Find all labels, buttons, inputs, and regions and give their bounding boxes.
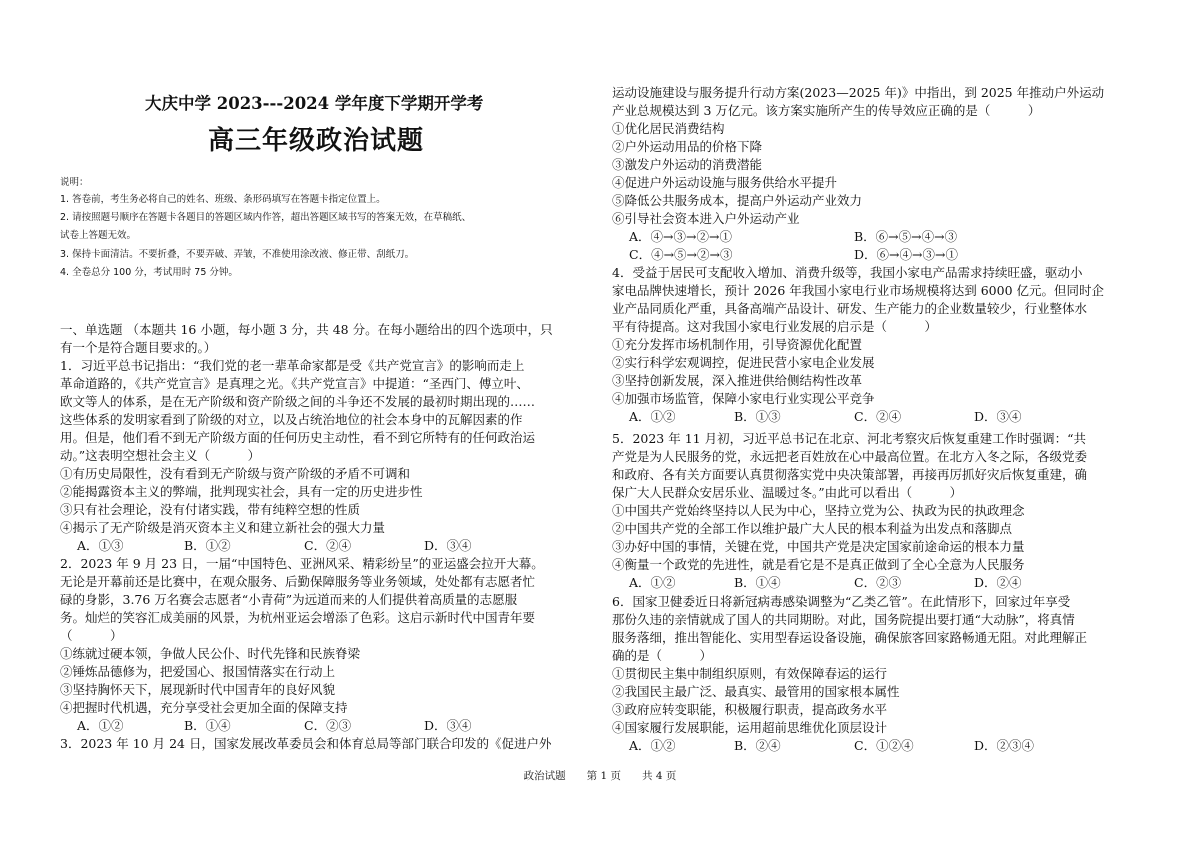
q6-stem: 服务落细，推出智能化、实用型春运设备设施，确保旅客回家路畅通无阻。对此理解正 [612, 630, 1088, 645]
q1-stem: 欧文等人的体系，是在无产阶级和资产阶级之间的斗争还不发展的最初时期出现的…… [60, 394, 536, 409]
instruction-2: 2. 请按照题号顺序在答题卡各题目的答题区域内作答，超出答题区域书写的答案无效，在草稿纸、 [60, 212, 472, 223]
q2-statement: ①练就过硬本领，争做人民公仆、时代先锋和民族脊梁 [60, 646, 361, 661]
exam-title: 高三年级政治试题 [208, 126, 425, 156]
q3-statement: ⑥引导社会资本进入户外运动产业 [612, 211, 800, 226]
q4-stem: 4．受益于居民可支配收入增加、消费升级等，我国小家电产品需求持续旺盛，驱动小 [612, 265, 1083, 280]
option-d: D．③④ [424, 718, 472, 733]
option-d: D．②④ [974, 575, 1022, 590]
q1-statement: ②能揭露资本主义的弊端，批判现实社会，具有一定的历史进步性 [60, 484, 423, 499]
option-b: B．①② [184, 538, 231, 553]
section-heading: 一、单选题 （本题共 16 小题，每小题 3 分，共 48 分。在每小题给出的四个选项中，只 [60, 322, 553, 337]
option-c: C．①②④ [854, 738, 914, 753]
option-b: B．②④ [734, 738, 781, 753]
option-d: D．②③④ [974, 738, 1035, 753]
option-a: A．①③ [77, 538, 124, 553]
q5-statement: ③办好中国的事情，关键在党，中国共产党是决定国家前途命运的根本力量 [612, 539, 1025, 554]
q4-statement: ③坚持创新发展，深入推进供给侧结构性改革 [612, 373, 863, 388]
q3-statement: ②户外运动用品的价格下降 [612, 139, 763, 154]
q6-statement: ①贯彻民主集中制组织原则，有效保障春运的运行 [612, 666, 888, 681]
q2-statement: ③坚持胸怀天下，展现新时代中国青年的良好风貌 [60, 682, 336, 697]
option-c: C．④→⑤→②→③ [629, 247, 733, 262]
q2-stem: （ ） [60, 628, 123, 643]
q2-stem: 无论是开幕前还是比赛中，在观众服务、后勤保障服务等业务领域，处处都有志愿者忙 [60, 574, 536, 589]
q2-stem: 碌的身影，3.76 万名赛会志愿者“小青荷”为远道而来的人们提供着高质量的志愿服 [60, 592, 518, 607]
option-a: A．①② [629, 575, 676, 590]
option-d: D．③④ [974, 409, 1022, 424]
q2-statement: ②锤炼品德修为，把爱国心、报国情落实在行动上 [60, 664, 336, 679]
option-c: C．②④ [304, 538, 352, 553]
q1-stem: 1．习近平总书记指出：“我们党的老一辈革命家都是受《共产党宣言》的影响而走上 [60, 358, 525, 373]
instruction-4: 4. 全卷总分 100 分，考试用时 75 分钟。 [60, 267, 238, 278]
q2-stem: 2．2023 年 9 月 23 日，一届“中国特色、亚洲风采、精彩纷呈”的亚运盛会拉开大幕。 [60, 556, 544, 571]
q1-stem: 这些体系的发明家看到了阶级的对立，以及占统治地位的社会本身中的瓦解因素的作 [60, 412, 523, 427]
q3-stem: 产业总规模达到 3 万亿元。该方案实施所产生的传导效应正确的是（ ） [612, 103, 1041, 118]
section-heading-cont: 有一个是符合题目要求的。） [60, 340, 217, 355]
option-d: D．③④ [424, 538, 472, 553]
q6-stem: 确的是（ ） [612, 648, 713, 663]
q3-statement: ③激发户外运动的消费潜能 [612, 157, 763, 172]
q6-statement: ④国家履行发展职能，运用超前思维优化顶层设计 [612, 720, 888, 735]
q3-statement: ①优化居民消费结构 [612, 121, 725, 136]
q1-statement: ③只有社会理论，没有付诸实践，带有纯粹空想的性质 [60, 502, 361, 517]
q1-statement: ④揭示了无产阶级是消灭资本主义和建立新社会的强大力量 [60, 520, 386, 535]
option-a: A．④→③→②→① [629, 229, 732, 244]
option-a: A．①② [629, 738, 676, 753]
instructions-heading: 说明： [60, 177, 89, 188]
q6-stem: 6．国家卫健委近日将新冠病毒感染调整为“乙类乙管”。在此情形下，回家过年享受 [612, 594, 1071, 609]
q4-stem: 平有待提高。这对我国小家电行业发展的启示是（ ） [612, 319, 938, 334]
q1-statement: ①有历史局限性，没有看到无产阶级与资产阶级的矛盾不可调和 [60, 466, 411, 481]
q6-statement: ③政府应转变职能，积极履行职责，提高政务水平 [612, 702, 888, 717]
option-c: C．②④ [854, 409, 902, 424]
option-b: B．⑥→⑤→④→③ [854, 229, 958, 244]
q4-statement: ④加强市场监管，保障小家电行业实现公平竞争 [612, 391, 875, 406]
q2-statement: ④把握时代机遇，充分享受社会更加全面的保障支持 [60, 700, 348, 715]
q4-stem: 业产品同质化严重，具备高端产品设计、研发、生产能力的企业数量较少，行业整体水 [612, 301, 1088, 316]
page-footer: 政治试题 第 1 页 共 4 页 [523, 770, 677, 782]
q5-statement: ①中国共产党始终坚持以人民为中心，坚持立党为公、执政为民的执政理念 [612, 503, 1025, 518]
q3-stem: 运动设施建设与服务提升行动方案(2023—2025 年)》中指出，到 2025 年推动户外运动 [612, 85, 1105, 100]
q6-statement: ②我国民主最广泛、最真实、最管用的国家根本属性 [612, 684, 900, 699]
instruction-2-cont: 试卷上答题无效。 [60, 230, 137, 241]
q4-statement: ①充分发挥市场机制作用，引导资源优化配置 [612, 337, 863, 352]
q4-statement: ②实行科学宏观调控，促进民营小家电企业发展 [612, 355, 875, 370]
instruction-3: 3. 保持卡面清洁。不要折叠，不要弄破、弄皱，不准使用涂改液、修正带、刮纸刀。 [60, 249, 415, 260]
option-a: A．①② [629, 409, 676, 424]
option-b: B．①③ [734, 409, 781, 424]
q5-stem: 5．2023 年 11 月初，习近平总书记在北京、河北考察灾后恢复重建工作时强调：“共 [612, 431, 1086, 446]
q1-stem: 革命道路的，《共产党宣言》是真理之光。《共产党宣言》中提道：“圣西门、傅立叶、 [60, 376, 529, 391]
option-c: C．②③ [854, 575, 902, 590]
q3-stem: 3．2023 年 10 月 24 日，国家发展改革委员会和体育总局等部门联合印发的《促进户外 [60, 736, 552, 751]
q4-stem: 家电品牌快速增长，预计 2026 年我国小家电行业市场规模将达到 6000 亿元。但同时企 [612, 283, 1105, 298]
q1-stem: 动。”这表明空想社会主义（ ） [60, 448, 261, 463]
q3-statement: ④促进户外运动设施与服务供给水平提升 [612, 175, 838, 190]
instruction-1: 1. 答卷前，考生务必将自己的姓名、班级、条形码填写在答题卡指定位置上。 [60, 194, 386, 205]
q6-stem: 那份久违的亲情就成了国人的共同期盼。对此，国务院提出要打通“大动脉”，将真情 [612, 612, 1075, 627]
option-d: D．⑥→④→③→① [854, 247, 958, 262]
option-b: B．①④ [184, 718, 231, 733]
option-b: B．①④ [734, 575, 781, 590]
q5-statement: ④衡量一个政党的先进性，就是看它是不是真正做到了全心全意为人民服务 [612, 557, 1025, 572]
option-a: A．①② [77, 718, 124, 733]
q5-stem: 产党是为人民服务的党，永远把老百姓放在心中最高位置。在北方入冬之际，各级党委 [612, 449, 1088, 464]
q5-stem: 和政府、各有关方面要认真贯彻落实党中央决策部署，再接再厉抓好灾后恢复重建，确 [612, 467, 1088, 482]
q2-stem: 务。灿烂的笑容汇成美丽的风景，为杭州亚运会增添了色彩。这启示新时代中国青年要 [60, 610, 536, 625]
q5-stem: 保广大人民群众安居乐业、温暖过冬。”由此可以看出（ ） [612, 485, 963, 500]
school-exam-line: 大庆中学 2023---2024 学年度下学期开学考 [145, 94, 484, 113]
q3-statement: ⑤降低公共服务成本，提高户外运动产业效力 [612, 193, 863, 208]
option-c: C．②③ [304, 718, 352, 733]
q1-stem: 用。但是，他们看不到无产阶级方面的任何历史主动性，看不到它所特有的任何政治运 [60, 430, 536, 445]
q5-statement: ②中国共产党的全部工作以维护最广大人民的根本利益为出发点和落脚点 [612, 521, 1013, 536]
